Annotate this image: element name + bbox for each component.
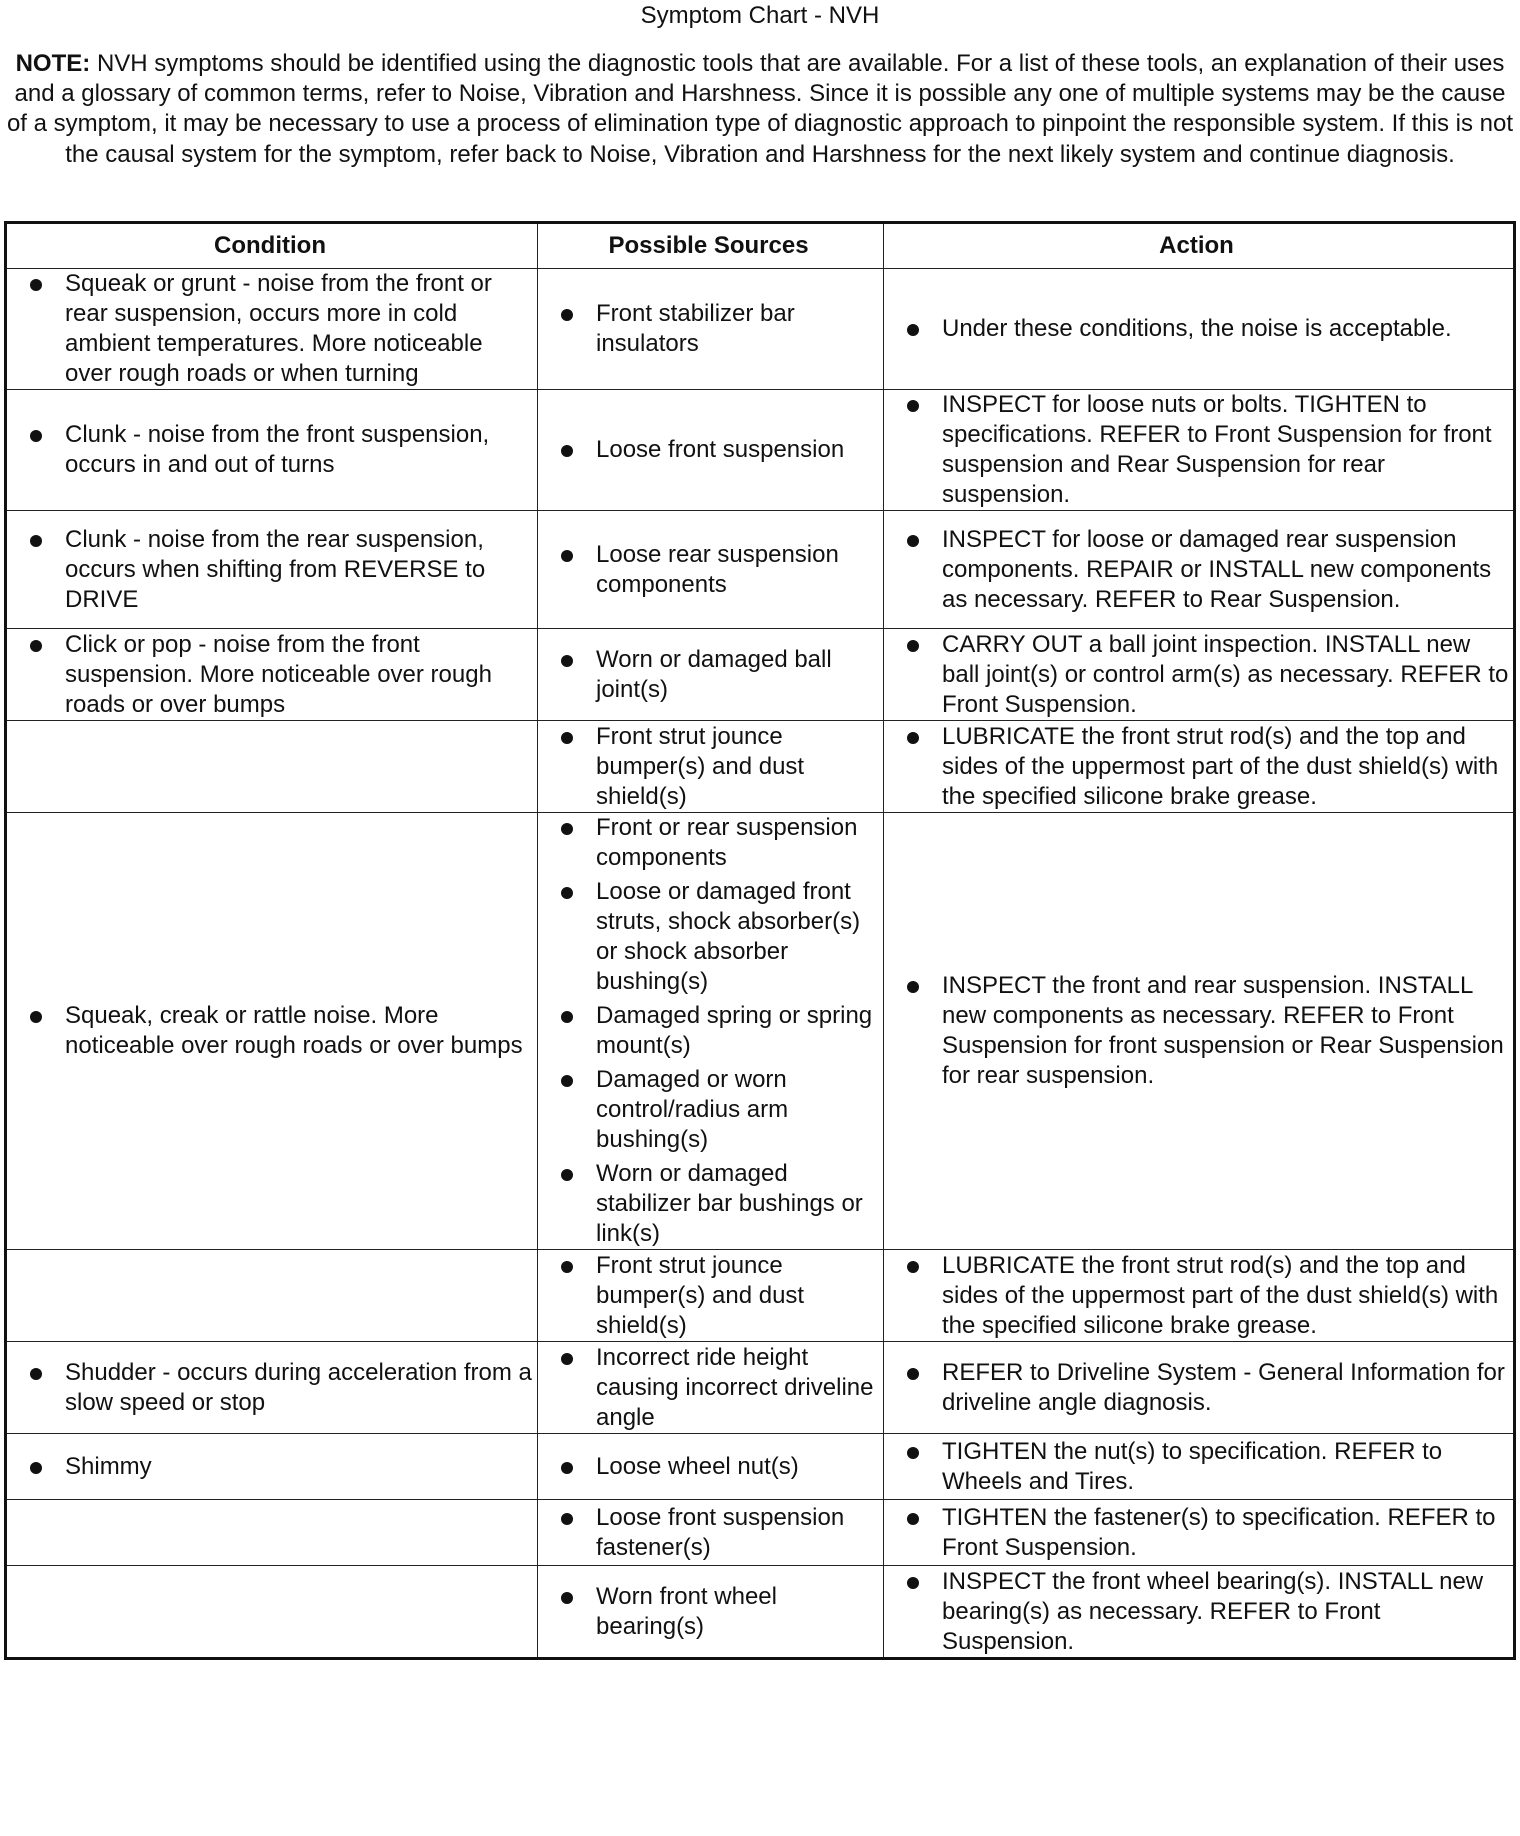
sources-cell <box>538 721 884 813</box>
source-list <box>538 1251 879 1341</box>
source-list <box>538 435 879 465</box>
table-row <box>6 269 1515 390</box>
condition-list <box>7 1001 533 1061</box>
sources-cell <box>538 390 884 511</box>
condition-list <box>7 1358 533 1418</box>
action-item: TIGHTEN the nut(s) to specification. REFER to Wheels and Tires. <box>884 1437 1509 1497</box>
source-list <box>538 1452 879 1482</box>
source-list <box>538 645 879 705</box>
sources-cell <box>538 629 884 721</box>
source-item: Front or rear suspension components <box>538 813 879 873</box>
action-cell <box>884 1342 1515 1434</box>
condition-item: Squeak, creak or rattle noise. More noticeable over rough roads or over bumps <box>7 1001 533 1061</box>
action-list <box>884 722 1509 812</box>
action-item: TIGHTEN the fastener(s) to specification. REFER to Front Suspension. <box>884 1503 1509 1563</box>
condition-cell <box>6 511 538 629</box>
action-cell <box>884 269 1515 390</box>
table-row <box>6 721 1515 813</box>
condition-list <box>7 525 533 615</box>
source-list <box>538 540 879 600</box>
note-label: NOTE: <box>15 50 91 77</box>
action-cell <box>884 813 1515 1250</box>
action-list <box>884 390 1509 510</box>
source-list <box>538 1582 879 1642</box>
table-row <box>6 511 1515 629</box>
condition-item: Click or pop - noise from the front suspension. More noticeable over rough roads or over bumps <box>7 630 533 720</box>
table-row <box>6 1566 1515 1659</box>
table-row <box>6 1500 1515 1566</box>
action-list <box>884 1251 1509 1341</box>
sources-cell <box>538 1342 884 1434</box>
action-cell <box>884 511 1515 629</box>
condition-item: Shimmy <box>7 1452 533 1482</box>
action-item: INSPECT for loose or damaged rear suspension components. REPAIR or INSTALL new components as necessary. REFER to Rear Suspension. <box>884 525 1509 615</box>
action-list <box>884 525 1509 615</box>
source-item: Loose or damaged front struts, shock absorber(s) or shock absorber bushing(s) <box>538 877 879 997</box>
condition-cell <box>6 269 538 390</box>
sources-cell <box>538 1250 884 1342</box>
action-item: REFER to Driveline System - General Information for driveline angle diagnosis. <box>884 1358 1509 1418</box>
action-list <box>884 1567 1509 1657</box>
source-item: Loose front suspension fastener(s) <box>538 1503 879 1563</box>
table-row <box>6 813 1515 1250</box>
action-list <box>884 1358 1509 1418</box>
action-cell <box>884 1434 1515 1500</box>
condition-cell <box>6 1434 538 1500</box>
table-row <box>6 390 1515 511</box>
source-item: Front strut jounce bumper(s) and dust shield(s) <box>538 722 879 812</box>
table-row <box>6 1342 1515 1434</box>
table-row <box>6 1434 1515 1500</box>
condition-cell <box>6 1342 538 1434</box>
action-list <box>884 630 1509 720</box>
sources-cell <box>538 1500 884 1566</box>
source-list <box>538 299 879 359</box>
action-cell <box>884 629 1515 721</box>
condition-list <box>7 630 533 720</box>
condition-cell <box>6 1250 538 1342</box>
condition-cell <box>6 1500 538 1566</box>
page-title: Symptom Chart - NVH <box>640 2 880 29</box>
action-item: Under these conditions, the noise is acceptable. <box>884 314 1509 344</box>
source-item: Worn front wheel bearing(s) <box>538 1582 879 1642</box>
condition-cell <box>6 721 538 813</box>
source-list <box>538 722 879 812</box>
condition-cell <box>6 629 538 721</box>
table-row <box>6 1250 1515 1342</box>
source-list <box>538 1343 879 1433</box>
action-list <box>884 314 1509 344</box>
source-item: Loose wheel nut(s) <box>538 1452 879 1482</box>
source-item: Worn or damaged ball joint(s) <box>538 645 879 705</box>
source-item: Damaged spring or spring mount(s) <box>538 1001 879 1061</box>
action-cell <box>884 1250 1515 1342</box>
note-text: NVH symptoms should be identified using the diagnostic tools that are available. For a list of these tools, an explanation of their uses and a glossary of common terms, refer to Noise, Vibration and Harshness. Since it is possible any one of multiple systems may be the cause of a symptom, it may be necessary to use a process of elimination type of diagnostic approach to pinpoint the responsible system. If this is not the causal system for the symptom, refer back to Noise, Vibration and Harshness for the next likely system and continue diagnosis. <box>6 50 1514 168</box>
condition-item: Clunk - noise from the front suspension, occurs in and out of turns <box>7 420 533 480</box>
action-cell <box>884 390 1515 511</box>
note-paragraph <box>6 49 1514 205</box>
sources-cell <box>538 1434 884 1500</box>
condition-cell <box>6 390 538 511</box>
header-action: Action <box>884 223 1515 269</box>
action-item: INSPECT for loose nuts or bolts. TIGHTEN to specifications. REFER to Front Suspension for front suspension and Rear Suspension for rear suspension. <box>884 390 1509 510</box>
condition-cell <box>6 1566 538 1659</box>
action-item: INSPECT the front wheel bearing(s). INSTALL new bearing(s) as necessary. REFER to Front Suspension. <box>884 1567 1509 1657</box>
source-item: Worn or damaged stabilizer bar bushings or link(s) <box>538 1159 879 1249</box>
action-item: INSPECT the front and rear suspension. INSTALL new components as necessary. REFER to Front Suspension for front suspension or Rear Suspension for rear suspension. <box>884 971 1509 1091</box>
action-item: LUBRICATE the front strut rod(s) and the top and sides of the uppermost part of the dust shield(s) with the specified silicone brake grease. <box>884 1251 1509 1341</box>
sources-cell <box>538 511 884 629</box>
condition-item: Shudder - occurs during acceleration from a slow speed or stop <box>7 1358 533 1418</box>
action-list <box>884 1437 1509 1497</box>
source-item: Front strut jounce bumper(s) and dust shield(s) <box>538 1251 879 1341</box>
sources-cell <box>538 813 884 1250</box>
source-item: Front stabilizer bar insulators <box>538 299 879 359</box>
condition-item: Squeak or grunt - noise from the front or rear suspension, occurs more in cold ambient temperatures. More noticeable over rough roads or when turning <box>7 269 533 389</box>
condition-list <box>7 420 533 480</box>
action-cell <box>884 1500 1515 1566</box>
condition-list <box>7 269 533 389</box>
action-item: LUBRICATE the front strut rod(s) and the top and sides of the uppermost part of the dust shield(s) with the specified silicone brake grease. <box>884 722 1509 812</box>
condition-cell <box>6 813 538 1250</box>
header-possible-sources: Possible Sources <box>538 223 884 269</box>
sources-cell <box>538 269 884 390</box>
table-row <box>6 629 1515 721</box>
condition-list <box>7 1452 533 1482</box>
action-cell <box>884 1566 1515 1659</box>
condition-item: Clunk - noise from the rear suspension, occurs when shifting from REVERSE to DRIVE <box>7 525 533 615</box>
source-item: Incorrect ride height causing incorrect driveline angle <box>538 1343 879 1433</box>
source-list <box>538 1503 879 1563</box>
header-condition: Condition <box>6 223 538 269</box>
symptom-table <box>4 221 1516 1660</box>
source-list <box>538 813 879 1249</box>
table-header-row <box>6 223 1515 269</box>
table-body <box>6 269 1515 1659</box>
action-cell <box>884 721 1515 813</box>
sources-cell <box>538 1566 884 1659</box>
action-list <box>884 971 1509 1091</box>
action-list <box>884 1503 1509 1563</box>
source-item: Loose rear suspension components <box>538 540 879 600</box>
action-item: CARRY OUT a ball joint inspection. INSTALL new ball joint(s) or control arm(s) as necessary. REFER to Front Suspension. <box>884 630 1509 720</box>
source-item: Loose front suspension <box>538 435 879 465</box>
source-item: Damaged or worn control/radius arm bushing(s) <box>538 1065 879 1155</box>
